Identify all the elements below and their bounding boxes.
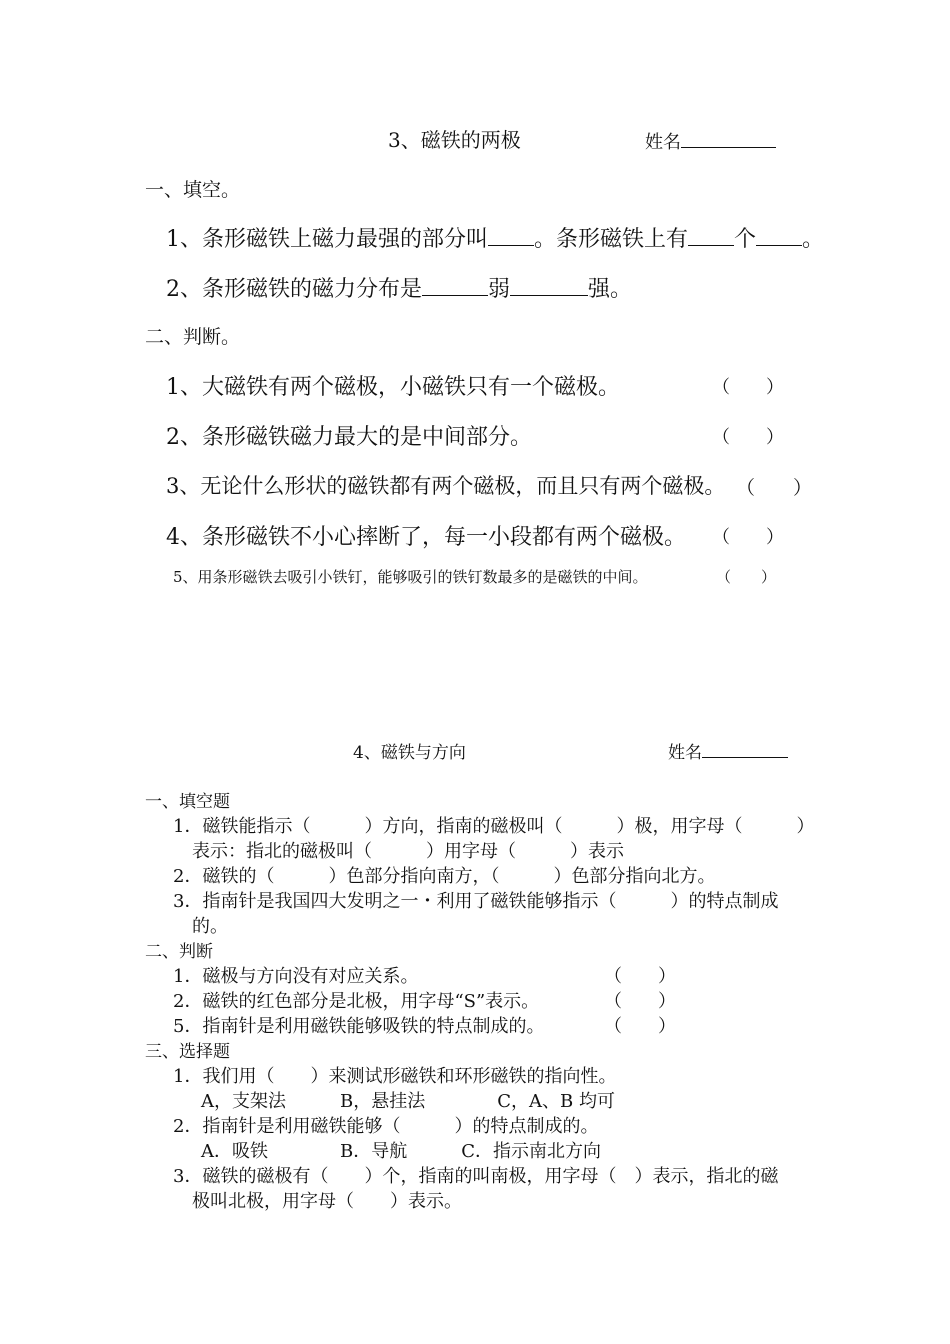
sheet2-name-label: 姓名 [668, 743, 702, 763]
sheet2-choice-q2-options[interactable]: A．吸铁 B．导航 C．指示南北方向 [201, 1141, 601, 1162]
sheet2-judge-3: 5．指南针是利用磁铁能够吸铁的特点制成的。 [173, 1016, 545, 1037]
sheet1-section-fill: 一、填空。 [145, 179, 241, 201]
sheet1-judge-2: 2、条形磁铁磁力最大的是中间部分。 [166, 425, 532, 450]
sheet1-judge-5: 5、用条形磁铁去吸引小铁钉，能够吸引的铁钉数最多的是磁铁的中间。 [173, 568, 648, 586]
sheet1-fill-question-1 [166, 222, 824, 253]
sheet2-choice-q3: 3．磁铁的磁极有（ ）个，指南的叫南极，用字母（ ）表示，指北的磁 [173, 1166, 779, 1187]
fill1-blank-3[interactable] [756, 224, 802, 246]
sheet2-fill-line-1: 1．磁铁能指示（ ）方向，指南的磁极叫（ ）极，用字母（ ） [173, 816, 815, 837]
sheet2-name-field [668, 738, 788, 763]
sheet2-fill-line-5: 的。 [192, 916, 228, 937]
sheet1-judge-1: 1、大磁铁有两个磁极，小磁铁只有一个磁极。 [166, 375, 620, 400]
sheet2-fill-line-2: 表示：指北的磁极叫（ ）用字母（ ）表示 [192, 841, 624, 862]
sheet1-judge-1-bracket[interactable]: （ ） [712, 377, 784, 398]
fill2-text-c: 强。 [588, 277, 633, 302]
sheet1-judge-3-bracket[interactable]: （ ） [736, 477, 813, 499]
fill1-text-d: 。 [802, 227, 825, 252]
sheet2-judge-2-bracket[interactable]: （ ） [604, 991, 676, 1012]
sheet1-judge-4: 4、条形磁铁不小心摔断了，每一小段都有两个磁极。 [166, 525, 686, 550]
sheet2-section-judge: 二、判断 [145, 942, 213, 962]
sheet1-section-judge: 二、判断。 [145, 326, 241, 348]
sheet1-name-field [645, 128, 776, 154]
sheet2-section-choice: 三、选择题 [145, 1042, 230, 1062]
sheet2-choice-q1-options[interactable]: A，支架法 B，悬挂法 C，A、B 均可 [201, 1091, 615, 1112]
sheet2-judge-1: 1．磁极与方向没有对应关系。 [173, 966, 419, 987]
fill2-blank-1[interactable] [422, 274, 488, 296]
sheet2-name-blank[interactable] [702, 741, 788, 758]
sheet2-section-fill: 一、填空题 [145, 792, 230, 812]
sheet2-fill-line-3: 2．磁铁的（ ）色部分指向南方，（ ）色部分指向北方。 [173, 866, 716, 887]
fill1-text-c: 个 [734, 227, 757, 252]
sheet2-fill-line-4: 3．指南针是我国四大发明之一・利用了磁铁能够指示（ ）的特点制成 [173, 891, 779, 912]
fill1-text-a: 1、条形磁铁上磁力最强的部分叫 [166, 227, 488, 252]
sheet2-title: 4、磁铁与方向 [353, 743, 466, 763]
sheet2-choice-q1: 1．我们用（ ）来测试形磁铁和环形磁铁的指向性。 [173, 1066, 617, 1087]
sheet1-judge-2-bracket[interactable]: （ ） [712, 427, 784, 448]
sheet1-title: 3、磁铁的两极 [388, 128, 521, 152]
fill2-blank-2[interactable] [510, 274, 588, 296]
fill1-blank-2[interactable] [688, 224, 734, 246]
sheet2-judge-1-bracket[interactable]: （ ） [604, 966, 676, 987]
fill1-text-b: 。条形磁铁上有 [534, 227, 689, 252]
fill1-blank-1[interactable] [488, 224, 534, 246]
sheet1-name-blank[interactable] [681, 130, 776, 148]
sheet1-name-label: 姓名 [645, 132, 681, 153]
sheet1-judge-5-bracket[interactable]: （ ） [716, 568, 777, 586]
sheet2-judge-3-bracket[interactable]: （ ） [604, 1016, 676, 1037]
sheet2-choice-q3-cont: 极叫北极，用字母（ ）表示。 [192, 1191, 462, 1212]
fill2-text-b: 弱 [488, 277, 511, 302]
sheet2-judge-2: 2．磁铁的红色部分是北极，用字母“S”表示。 [173, 991, 540, 1012]
sheet1-fill-question-2 [166, 272, 632, 303]
fill2-text-a: 2、条形磁铁的磁力分布是 [166, 277, 422, 302]
sheet1-judge-4-bracket[interactable]: （ ） [712, 527, 784, 548]
sheet2-choice-q2: 2．指南针是利用磁铁能够（ ）的特点制成的。 [173, 1116, 599, 1137]
sheet1-judge-3: 3、无论什么形状的磁铁都有两个磁极，而且只有两个磁极。 [166, 474, 726, 498]
